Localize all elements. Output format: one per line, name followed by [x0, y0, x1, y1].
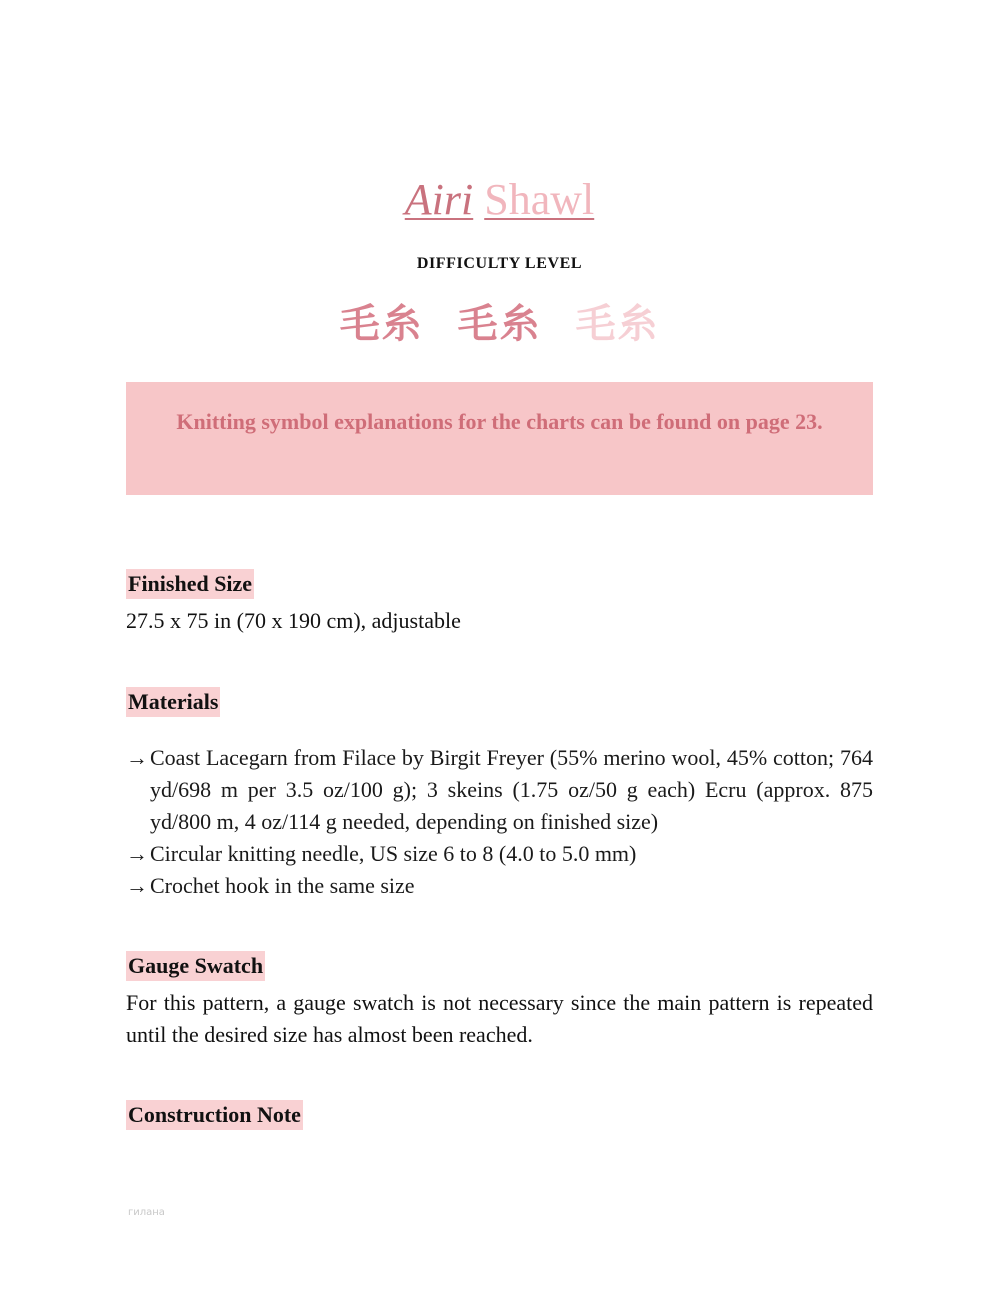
finished-size-heading: Finished Size — [126, 569, 254, 599]
page-title — [0, 172, 999, 228]
construction-note-heading: Construction Note — [126, 1100, 303, 1130]
material-needle: Circular knitting needle, US size 6 to 8 (4.0 to 5.0 mm) — [150, 841, 637, 866]
arrow-icon: → — [126, 841, 148, 866]
list-item — [126, 838, 873, 870]
arrow-icon: → — [126, 873, 148, 898]
gauge-swatch-heading: Gauge Swatch — [126, 951, 265, 981]
materials-heading: Materials — [126, 687, 220, 717]
list-item — [126, 870, 873, 902]
title-part-2: Shawl — [484, 175, 595, 224]
arrow-icon: → — [126, 745, 148, 770]
yarn-icon: 毛糸 — [457, 301, 542, 347]
materials-list — [126, 742, 873, 902]
finished-size-text: 27.5 x 75 in (70 x 190 cm), adjustable — [126, 608, 461, 633]
material-hook: Crochet hook in the same size — [150, 873, 415, 898]
yarn-icon: 毛糸 — [575, 301, 660, 347]
watermark-text: гилана — [128, 1207, 165, 1218]
difficulty-rating — [0, 296, 999, 352]
material-yarn: Coast Lacegarn from Filace by Birgit Freyer (55% merino wool, 45% cotton; 764 yd/698 m per 3.5 oz/100 g); 3 skeins (1.75 oz/50 g each) Ecru (approx. 875 yd/800 m, 4 oz/114 g needed, depending on finished size) — [150, 745, 873, 834]
chart-symbols-notice — [126, 382, 873, 495]
title-part-1: Airi — [404, 175, 474, 224]
gauge-swatch-text: For this pattern, a gauge swatch is not necessary since the main pattern is repeated until the desired size has almost been reached. — [126, 990, 873, 1047]
yarn-icon: 毛糸 — [339, 301, 424, 347]
notice-text: Knitting symbol explanations for the charts can be found on page 23. — [176, 409, 823, 434]
difficulty-label: DIFFICULTY LEVEL — [416, 255, 583, 272]
list-item — [126, 742, 873, 838]
